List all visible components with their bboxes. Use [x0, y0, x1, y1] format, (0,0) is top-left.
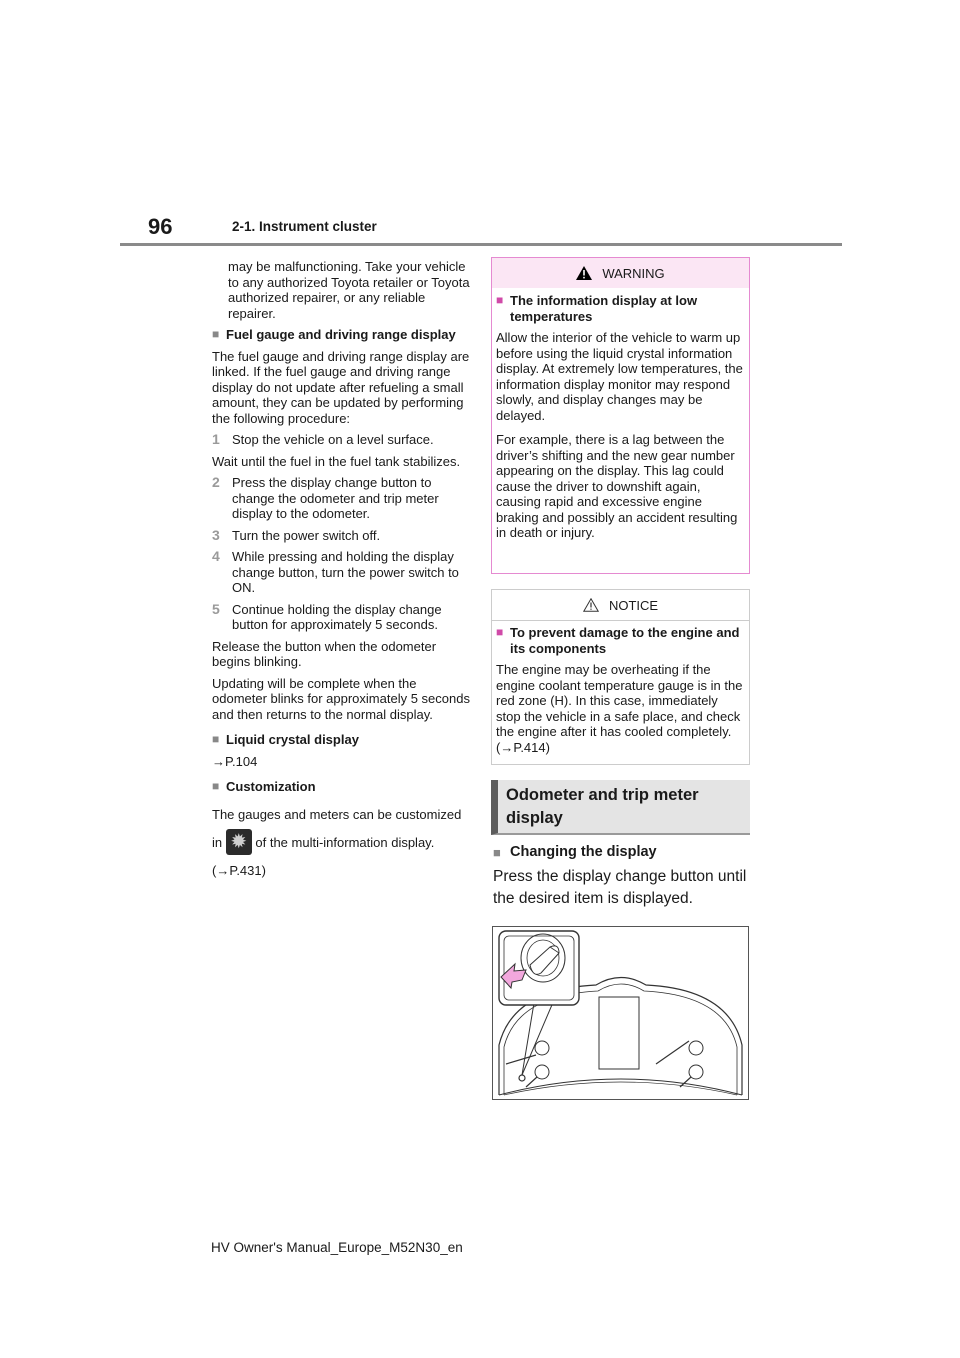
warning-paragraph: For example, there is a lag between the driver’s shifting and the new gear number appearing on the display. This lag could cause the driver to downshift again, causing rapid and excessive engine braking and possibly an accident resulting in death or injury. — [496, 432, 738, 540]
step-item — [212, 432, 472, 448]
step-item — [212, 602, 472, 633]
warning-paragraph: Allow the interior of the vehicle to warm up before using the liquid crystal information display. At extremely low temperatures, the information display monitor may respond slowly, and display changes may be delayed. — [496, 330, 743, 423]
step-number: 5 — [212, 600, 220, 617]
warning-title: WARNING — [602, 265, 665, 281]
release-text: Release the button when the odometer begins blinking. — [212, 638, 437, 669]
warning-box — [491, 257, 750, 574]
changing-display-label: Changing the display — [510, 844, 657, 860]
fuel-text: The fuel gauge and driving range display are linked. If the fuel gauge and driving range display do not update after refueling a small amount, they can be updated by performing the following procedure: — [212, 348, 470, 426]
lcd-heading — [212, 732, 472, 748]
notice-paragraph: The engine may be overheating if the engine coolant temperature gauge is in the red zone (H). In this case, immediately stop the vehicle in a safe place, and check the engine after it has cooled completely. (→P.414) — [496, 662, 743, 755]
notice-box — [491, 589, 750, 765]
footer-text: HV Owner's Manual_Europe_M52N30_en — [211, 1240, 463, 1255]
wait-text: Wait until the fuel in the fuel tank stabilizes. — [212, 453, 461, 469]
customization-heading-label: Customization — [226, 779, 316, 794]
square-bullet-icon: ■ — [212, 732, 220, 746]
customization-text-a: The gauges and meters can be customized in — [212, 806, 462, 850]
step-number: 2 — [212, 474, 220, 490]
cluster-drawing — [493, 927, 748, 1099]
notice-header — [492, 590, 749, 621]
customization-text — [212, 801, 472, 885]
step-text: Turn the power switch off. — [232, 527, 381, 543]
step-text: Press the display change button to change the odometer and trip meter display to the odometer. — [232, 475, 439, 521]
square-bullet-icon: ■ — [212, 327, 220, 341]
square-bullet-icon: ■ — [212, 779, 220, 793]
caution-triangle-icon — [583, 598, 599, 612]
step-text: Stop the vehicle on a level surface. — [232, 432, 434, 447]
section-header: 2-1. Instrument cluster — [232, 219, 377, 234]
square-bullet-icon: ■ — [493, 845, 501, 860]
intro-text: may be malfunctioning. Take your vehicle to any authorized Toyota retailer or Toyota authorized repairer, or any reliable repairer. — [228, 259, 470, 321]
fuel-heading-label: Fuel gauge and driving range display — [226, 327, 456, 342]
warning-triangle-icon — [576, 266, 592, 280]
header-rule — [120, 243, 842, 246]
page-number: 96 — [148, 214, 173, 239]
warning-heading — [496, 293, 745, 324]
warning-header — [492, 258, 749, 288]
notice-heading-label: To prevent damage to the engine and its components — [510, 625, 740, 656]
step-text: While pressing and holding the display change button, turn the power switch to ON. — [232, 549, 459, 595]
warning-heading-label: The information display at low temperatures — [510, 293, 698, 324]
instrument-cluster-illustration — [492, 926, 749, 1100]
changing-display-heading — [493, 844, 657, 861]
square-bullet-icon: ■ — [496, 625, 504, 639]
notice-heading — [496, 625, 745, 656]
update-text: Updating will be complete when the odometer blinks for approximately 5 seconds and then returns to the normal display. — [212, 675, 470, 722]
step-item — [212, 549, 472, 596]
notice-title: NOTICE — [608, 597, 659, 613]
step-item — [212, 528, 472, 544]
left-column — [212, 259, 472, 891]
step-text: Continue holding the display change button for approximately 5 seconds. — [232, 601, 442, 632]
customization-heading — [212, 779, 472, 795]
lcd-page-link[interactable]: →P.104 — [212, 753, 258, 769]
lcd-heading-label: Liquid crystal display — [226, 732, 359, 747]
odometer-section-title: Odometer and trip meter display — [491, 780, 750, 835]
step-number: 3 — [212, 526, 220, 543]
fuel-heading — [212, 327, 472, 343]
step-number: 4 — [212, 548, 220, 564]
step-number: 1 — [212, 431, 220, 447]
step-item — [212, 475, 472, 522]
changing-display-text: Press the display change button until the desired item is displayed. — [493, 868, 747, 907]
customization-text-b: of the multi-information display. (→P.431) — [212, 834, 435, 878]
gear-icon: ✹ — [226, 829, 252, 855]
square-bullet-icon: ■ — [496, 293, 504, 307]
